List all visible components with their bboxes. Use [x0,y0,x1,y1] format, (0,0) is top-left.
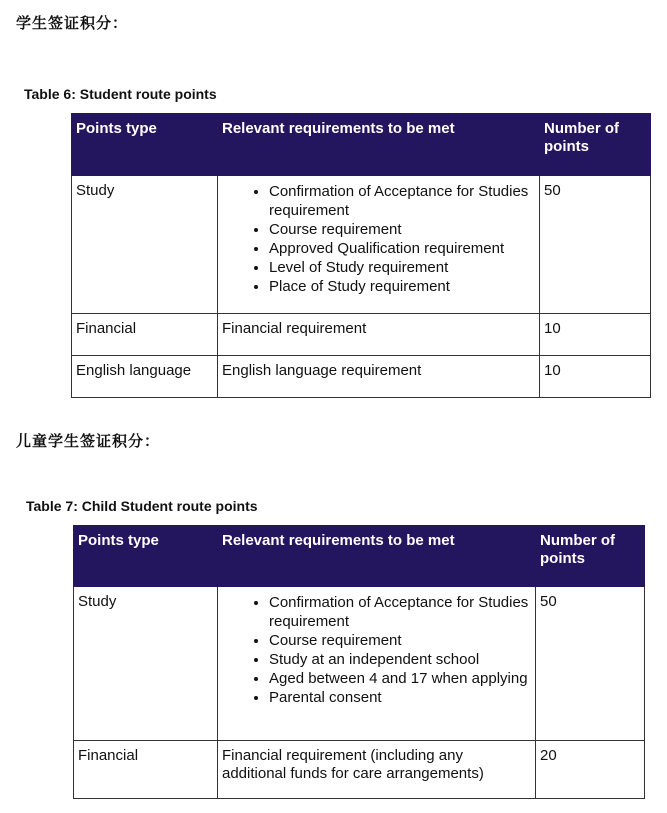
header-number-of-points: Number of points [540,114,651,176]
list-item: • Place of Study requirement [269,277,535,296]
cell-points-type: Study [74,587,218,741]
cell-points: 20 [536,741,645,799]
cell-points: 10 [540,314,651,356]
header-requirements: Relevant requirements to be met [218,114,540,176]
section-heading-student: 学生签证积分： [16,14,129,32]
list-item: • Study at an independent school [269,650,531,669]
cell-points: 50 [536,587,645,741]
cell-requirements [218,587,536,741]
cell-requirements [218,176,540,314]
list-item: • Aged between 4 and 17 when applying [269,669,531,688]
cell-requirements: Financial requirement [218,314,540,356]
cell-points-type: Financial [74,741,218,799]
cell-points: 10 [540,356,651,398]
table-row [74,741,645,799]
list-item: • Course requirement [269,631,531,650]
list-item: • Parental consent [269,688,531,707]
requirements-list [222,182,535,296]
list-item: • Level of Study requirement [269,258,535,277]
cell-points-type: Study [72,176,218,314]
table-row [72,356,651,398]
list-item: • Course requirement [269,220,535,239]
cell-points: 50 [540,176,651,314]
table-row [72,176,651,314]
table-caption-child-student: Table 7: Child Student route points [26,498,258,514]
table-caption-student: Table 6: Student route points [24,86,217,102]
table-row [72,314,651,356]
requirements-list [222,593,531,707]
list-item: • Approved Qualification requirement [269,239,535,258]
header-requirements: Relevant requirements to be met [218,526,536,587]
cell-requirements: English language requirement [218,356,540,398]
child-student-route-points-table [73,525,645,799]
list-item: • Confirmation of Acceptance for Studies requirement [269,182,535,220]
list-item: • Confirmation of Acceptance for Studies requirement [269,593,531,631]
header-points-type: Points type [74,526,218,587]
header-points-type: Points type [72,114,218,176]
student-route-points-table [71,113,651,398]
cell-requirements: Financial requirement (including any additional funds for care arrangements) [218,741,536,799]
table-header-row [74,526,645,587]
header-number-of-points: Number of points [536,526,645,587]
cell-points-type: English language [72,356,218,398]
table-header-row [72,114,651,176]
cell-points-type: Financial [72,314,218,356]
table-row [74,587,645,741]
section-heading-child-student: 儿童学生签证积分： [16,432,161,450]
